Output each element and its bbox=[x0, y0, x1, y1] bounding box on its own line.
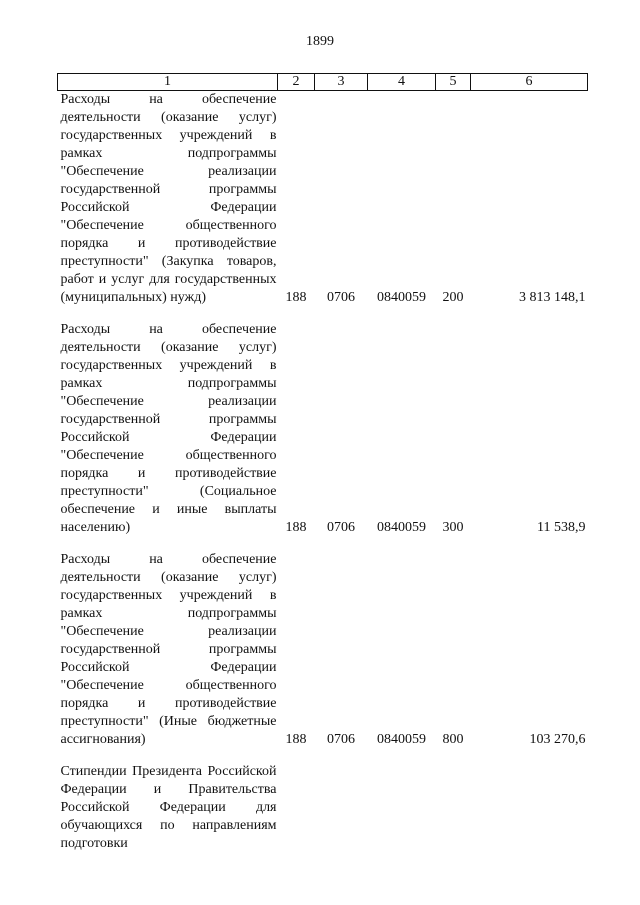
row-amount: 11 538,9 bbox=[537, 520, 586, 535]
column-header: 5 bbox=[436, 74, 471, 91]
column-header: 6 bbox=[471, 74, 588, 91]
table-row bbox=[58, 91, 588, 308]
row-amount: 103 270,6 bbox=[529, 732, 586, 747]
row-expense-type: 800 bbox=[442, 732, 464, 747]
page-number: 1899 bbox=[306, 34, 334, 49]
row-description: Расходы на обеспечение деятельности (оказание услуг) государственных учреждений в рамках подпрограммы "Обеспечение реализации государственной программы Российской Федерации "Обеспечение общественного порядка и противодействие преступности" (Закупка товаров, работ и услуг для государственных (муниципальных) нужд) bbox=[60, 92, 277, 305]
row-target: 0840059 bbox=[377, 732, 426, 747]
row-ministry: 188 bbox=[285, 290, 307, 305]
row-expense-type: 300 bbox=[442, 520, 464, 535]
column-header: 2 bbox=[278, 74, 315, 91]
row-expense-type: 200 bbox=[442, 290, 464, 305]
row-target bbox=[368, 763, 436, 853]
row-spacer bbox=[58, 307, 588, 321]
row-section bbox=[315, 763, 368, 853]
column-header-row bbox=[58, 74, 588, 91]
row-amount bbox=[471, 763, 588, 853]
row-ministry bbox=[278, 763, 315, 853]
table-row bbox=[58, 551, 588, 749]
row-target: 0840059 bbox=[377, 290, 426, 305]
row-description: Стипендии Президента Российской Федерации и Правительства Российской Федерации для обучающихся по направлениям подготовки bbox=[60, 764, 277, 851]
table-row bbox=[58, 321, 588, 537]
row-spacer bbox=[58, 537, 588, 551]
row-description: Расходы на обеспечение деятельности (оказание услуг) государственных учреждений в рамках подпрограммы "Обеспечение реализации государственной программы Российской Федерации "Обеспечение общественного порядка и противодействие преступности" (Социальное обеспечение и иные выплаты населению) bbox=[60, 322, 277, 535]
row-ministry: 188 bbox=[285, 732, 307, 747]
column-header: 1 bbox=[58, 74, 278, 91]
row-expense-type bbox=[436, 763, 471, 853]
row-target: 0840059 bbox=[377, 520, 426, 535]
budget-table bbox=[57, 73, 588, 853]
row-section: 0706 bbox=[327, 520, 355, 535]
row-section: 0706 bbox=[327, 732, 355, 747]
row-amount: 3 813 148,1 bbox=[519, 290, 586, 305]
row-ministry: 188 bbox=[285, 520, 307, 535]
row-section: 0706 bbox=[327, 290, 355, 305]
row-description: Расходы на обеспечение деятельности (оказание услуг) государственных учреждений в рамках подпрограммы "Обеспечение реализации государственной программы Российской Федерации "Обеспечение общественного порядка и противодействие преступности" (Иные бюджетные ассигнования) bbox=[60, 552, 277, 747]
column-header: 4 bbox=[368, 74, 436, 91]
column-header: 3 bbox=[315, 74, 368, 91]
row-spacer bbox=[58, 749, 588, 763]
table-row bbox=[58, 763, 588, 853]
